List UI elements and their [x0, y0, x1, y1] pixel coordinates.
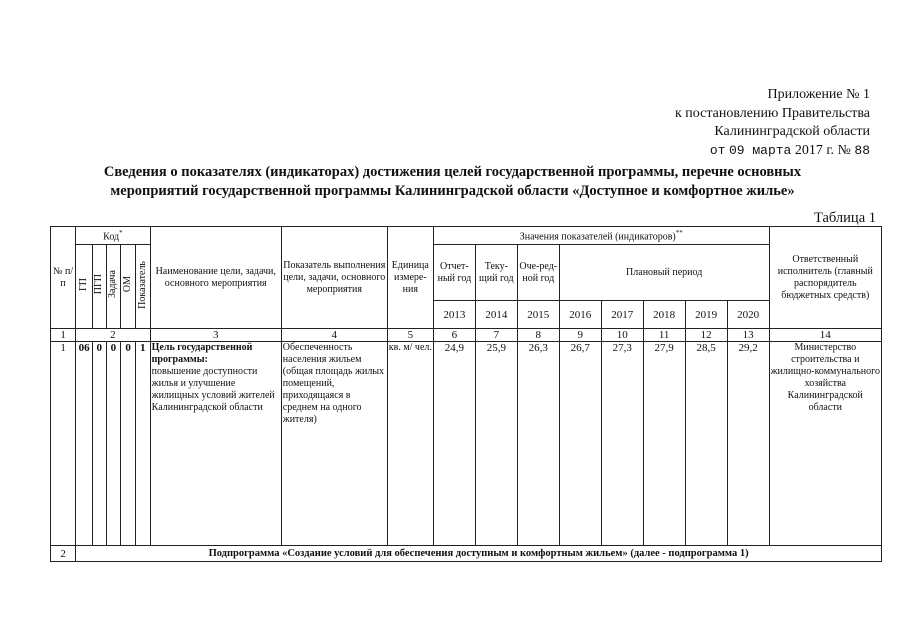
header-planned: Плановый период: [559, 245, 769, 301]
year-cell: 2018: [643, 301, 685, 329]
appendix-line2: к постановлению Правительства: [674, 105, 870, 121]
year-cell: 2019: [685, 301, 727, 329]
header-kod-gp: [76, 245, 93, 329]
header-values-label: Значения показателей (индикаторов): [519, 231, 676, 243]
header-kod-task-label: Задача: [107, 270, 119, 299]
header-num: № п/п: [51, 227, 76, 329]
indicators-table: [50, 226, 882, 562]
row1-num: 1: [51, 342, 76, 546]
heading-line1: Сведения о показателях (индикаторах) достижения целей государственной программы, перечне основных: [103, 164, 802, 180]
row1-value: 27,9: [643, 342, 685, 546]
date-number: 88: [854, 142, 870, 158]
header-kod-indicator-label: Показатель: [136, 260, 148, 309]
appendix-dateline: [560, 142, 870, 161]
appendix-line1: Приложение № 1: [767, 87, 870, 102]
year-cell: 2016: [559, 301, 601, 329]
row1-indicator: Обеспеченность населения жильем (общая площадь жилых помещений, приходящаяся в среднем на одного жителя): [281, 342, 387, 546]
year-cell: 2017: [601, 301, 643, 329]
row1-code-pgp: 0: [92, 342, 106, 546]
header-kod-task: [106, 245, 121, 329]
row1-value: 29,2: [727, 342, 769, 546]
row1-code-gp: 06: [76, 342, 93, 546]
header-responsible: Ответственный исполнитель (главный распорядитель бюджетных средств): [769, 227, 881, 329]
row1-name-rest: повышение доступности жилья и улучшение жилищных условий жителей Калининградской области: [151, 366, 275, 413]
document-heading: [40, 163, 865, 201]
row1-code-indicator: 1: [135, 342, 150, 546]
column-number-row: [51, 329, 882, 342]
appendix-block: [560, 86, 870, 160]
row1-value: 26,7: [559, 342, 601, 546]
row1-code-om: 0: [121, 342, 136, 546]
row2-num: 2: [51, 546, 76, 562]
year-cell: 2013: [433, 301, 475, 329]
column-number: 2: [76, 329, 151, 342]
header-kod-om-label: ОМ: [122, 276, 134, 293]
year-cell: 2015: [517, 301, 559, 329]
header-name: Наименование цели, задачи, основного мероприятия: [150, 227, 281, 329]
header-kod-mark: *: [119, 229, 123, 238]
column-number: 13: [727, 329, 769, 342]
row1-name-bold: Цель государственной программы:: [151, 342, 253, 365]
column-number: 6: [433, 329, 475, 342]
heading-line2: мероприятий государственной программы Калининградской области «Доступное и комфортное жилье»: [110, 183, 795, 199]
date-year: 2017 г. №: [794, 142, 851, 158]
row1-name: [150, 342, 281, 546]
column-number: 3: [150, 329, 281, 342]
column-number: 5: [387, 329, 433, 342]
header-kod: [76, 227, 151, 245]
date-day-month: 09 марта: [728, 142, 792, 158]
row1-value: 28,5: [685, 342, 727, 546]
row1-responsible: Министерство строительства и жилищно-коммунального хозяйства Калининградской области: [769, 342, 881, 546]
column-number: 1: [51, 329, 76, 342]
header-values-mark: **: [675, 229, 683, 238]
header-kod-indicator: [135, 245, 150, 329]
column-number: 10: [601, 329, 643, 342]
header-row-1: [51, 227, 882, 245]
table-row-goal: [51, 342, 882, 546]
header-report-year: Отчет-ный год: [433, 245, 475, 301]
year-cell: 2014: [475, 301, 517, 329]
appendix-line3: Калининградской области: [714, 124, 870, 139]
row1-value: 26,3: [517, 342, 559, 546]
row1-unit: кв. м/ чел.: [387, 342, 433, 546]
column-number: 11: [643, 329, 685, 342]
column-number: 9: [559, 329, 601, 342]
header-kod-om: [121, 245, 136, 329]
header-kod-gp-label: ГП: [78, 277, 90, 291]
header-next-year: Оче-ред-ной год: [517, 245, 559, 301]
row1-value: 25,9: [475, 342, 517, 546]
header-current-year: Теку-щий год: [475, 245, 517, 301]
table-label: Таблица 1: [813, 210, 876, 226]
column-number: 14: [769, 329, 881, 342]
row1-code-task: 0: [106, 342, 121, 546]
header-values-group: [433, 227, 769, 245]
table-row-subprogram: [51, 546, 882, 562]
year-cell: 2020: [727, 301, 769, 329]
header-kod-label: Код: [103, 231, 120, 243]
column-number: 7: [475, 329, 517, 342]
header-indicator: Показатель выполнения цели, задачи, основного мероприятия: [281, 227, 387, 329]
header-kod-pgp-label: ПГП: [93, 274, 105, 295]
column-number: 4: [281, 329, 387, 342]
column-number: 12: [685, 329, 727, 342]
header-kod-pgp: [92, 245, 106, 329]
row1-value: 24,9: [433, 342, 475, 546]
row1-value: 27,3: [601, 342, 643, 546]
date-prefix: от: [709, 142, 726, 158]
column-number: 8: [517, 329, 559, 342]
row2-title: Подпрограмма «Создание условий для обеспечения доступным и комфортным жильем» (далее - подпрограмма 1): [76, 546, 882, 562]
header-unit: Единица измере-ния: [387, 227, 433, 329]
